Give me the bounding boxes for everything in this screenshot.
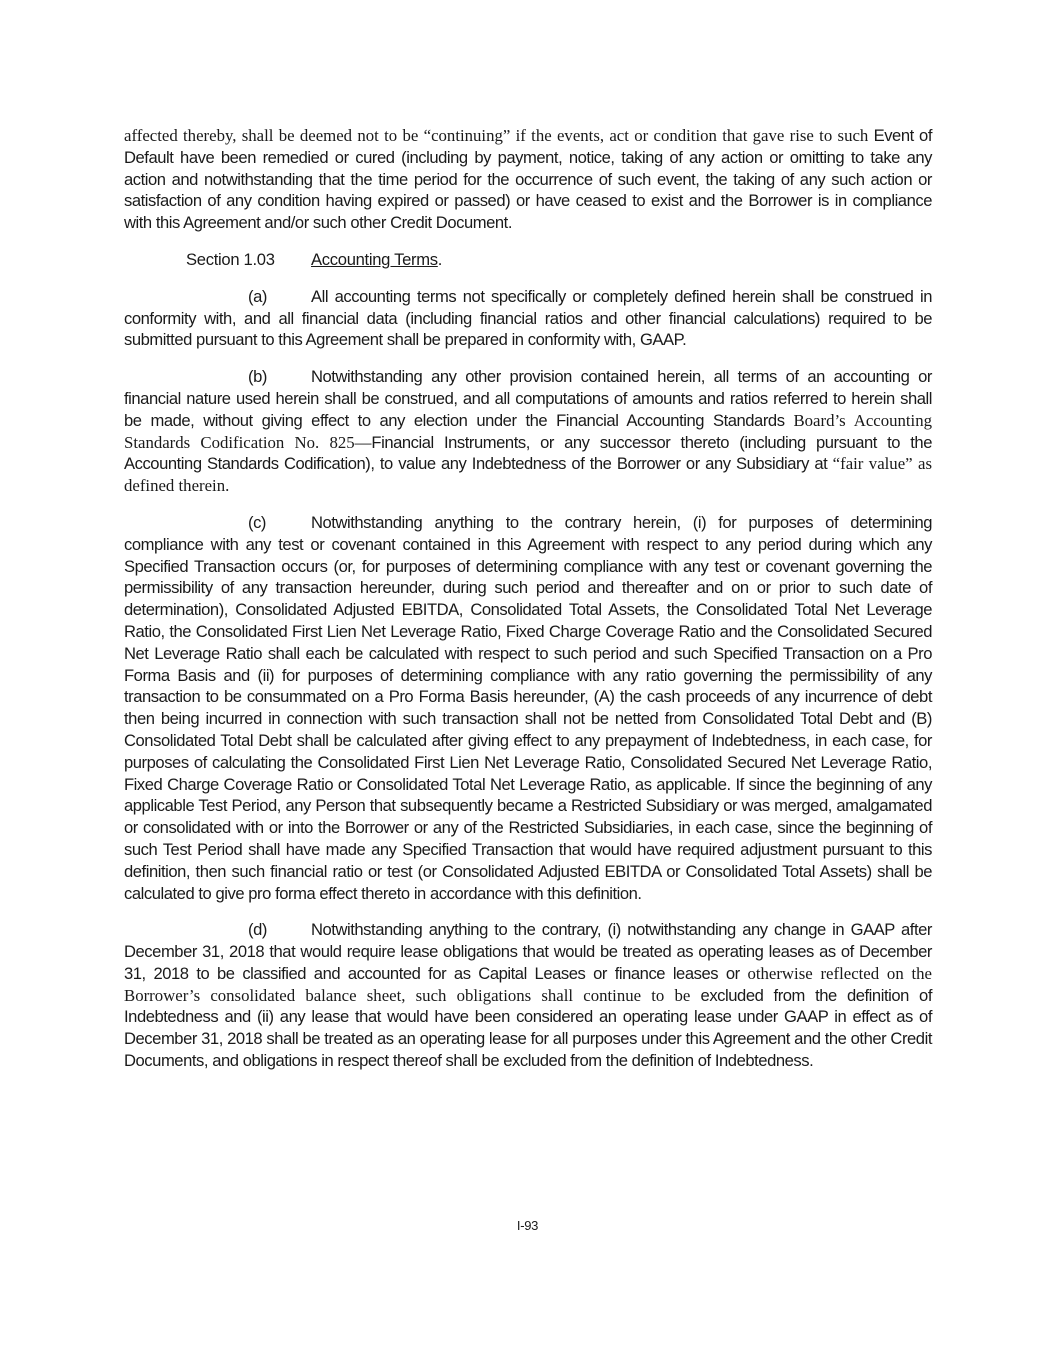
section-number: Section 1.03 [186, 249, 275, 269]
paragraph-d-serif-text: otherwise reflected on the Borrower’s consolidated balance sheet, such obligations shall continue to be [124, 963, 932, 1005]
section-title-suffix: . [437, 249, 443, 269]
paragraph-d-text-1: Notwithstanding anything to the contrary, (i) notwithstanding any change in GAAP after December 31, 2018 that would require lease obligations that would be treated as operating leases as of December 31, 2018 to be classified and accounted for as Capital Leases or finance leases or [124, 920, 932, 983]
paragraph-b-text-2: Financial Instruments, or any successor thereto (including pursuant to the Accounting Standards Codification), to value any Indebtedness of the Borrower or any Subsidiary at [124, 432, 932, 474]
paragraph-a [124, 286, 932, 351]
paragraph-a-text: All accounting terms not specifically or completely defined herein shall be construed in conformity with, and all financial data (including financial ratios and other financial calculations) required to be submitted pursuant to this Agreement shall be prepared in conformity with, GAAP. [124, 286, 932, 350]
paragraph-a-marker: (a) [248, 286, 267, 306]
document-page [124, 125, 932, 1072]
paragraph-d-marker: (d) [248, 920, 267, 940]
section-title: Accounting Terms [311, 249, 438, 269]
paragraph-c [124, 512, 932, 904]
page-number: I-93 [516, 1218, 539, 1233]
section-heading [124, 249, 932, 271]
paragraph-d-text-2: excluded from the definition of Indebtedness and (ii) any lease that would have been considered an operating lease under GAAP in effect as of December 31, 2018 shall be treated as an operating lease for all purposes under this Agreement and the other Credit Documents, and obligations in respect thereof shall be excluded from the definition of Indebtedness. [124, 985, 932, 1071]
paragraph-b-serif-text: Board’s Accounting Standards Codification No. 825— [124, 410, 932, 452]
paragraph-b-text-1: Notwithstanding any other provision contained herein, all terms of an accounting or financial nature used herein shall be construed, and all computations of amounts and ratios referred to herein shall be made, without giving effect to any election under the Financial Accounting Standards [124, 367, 932, 430]
paragraph-b [124, 366, 932, 497]
intro-lead-text: affected thereby, shall be deemed not to be “continuing” if the events, act or condition that gave rise to such [124, 126, 869, 145]
paragraph-b-marker: (b) [248, 367, 267, 387]
paragraph-c-text: Notwithstanding anything to the contrary herein, (i) for purposes of determining compliance with any test or covenant contained in this Agreement with respect to any period during which any Specified Transaction occurs (or, for purposes of determining compliance with any test or covenant governing the permissibility of any transaction hereunder, during such period and thereafter and on or prior to such date of determination), Consolidated Adjusted EBITDA, Consolidated Total Assets, the Consolidated Total Net Leverage Ratio, the Consolidated First Lien Net Leverage Ratio, Fixed Charge Coverage Ratio and the Consolidated Secured Net Leverage Ratio shall each be calculated with respect to such period and such Specified Transaction on a Pro Forma Basis and (ii) for purposes of determining compliance with any ratio governing the permissibility of any transaction to be consummated on a Pro Forma Basis hereunder, (A) the cash proceeds of any incurrence of debt then being incurred in connection with such transaction shall not be netted from Consolidated Total Debt and (B) Consolidated Total Debt shall be calculated after giving effect to any prepayment of Indebtedness, in each case, for purposes of calculating the Consolidated First Lien Net Leverage Ratio, Consolidated Secured Net Leverage Ratio, Fixed Charge Coverage Ratio or Consolidated Total Net Leverage Ratio, as applicable. If since the beginning of any applicable Test Period, any Person that subsequently became a Restricted Subsidiary or was merged, amalgamated or consolidated with or into the Borrower or any of the Restricted Subsidiaries, in each case, since the beginning of such Test Period shall have made any Specified Transaction that would have required adjustment pursuant to this definition, then such financial ratio or test (or Consolidated Adjusted EBITDA or Consolidated Total Assets) shall be calculated to give pro forma effect thereto in accordance with this definition. [124, 512, 932, 903]
paragraph-b-serif-end: “fair value” as defined therein. [124, 454, 932, 496]
intro-paragraph [124, 125, 932, 234]
paragraph-d [124, 919, 932, 1072]
intro-rest-text: Event of Default have been remedied or cured (including by payment, notice, taking of any action or omitting to take any action and notwithstanding that the time period for the occurrence of such event, the taking of any such action or satisfaction of any condition having expired or passed) or have ceased to exist and the Borrower is in compliance with this Agreement and/or such other Credit Document. [124, 126, 932, 233]
paragraph-c-marker: (c) [248, 512, 266, 532]
